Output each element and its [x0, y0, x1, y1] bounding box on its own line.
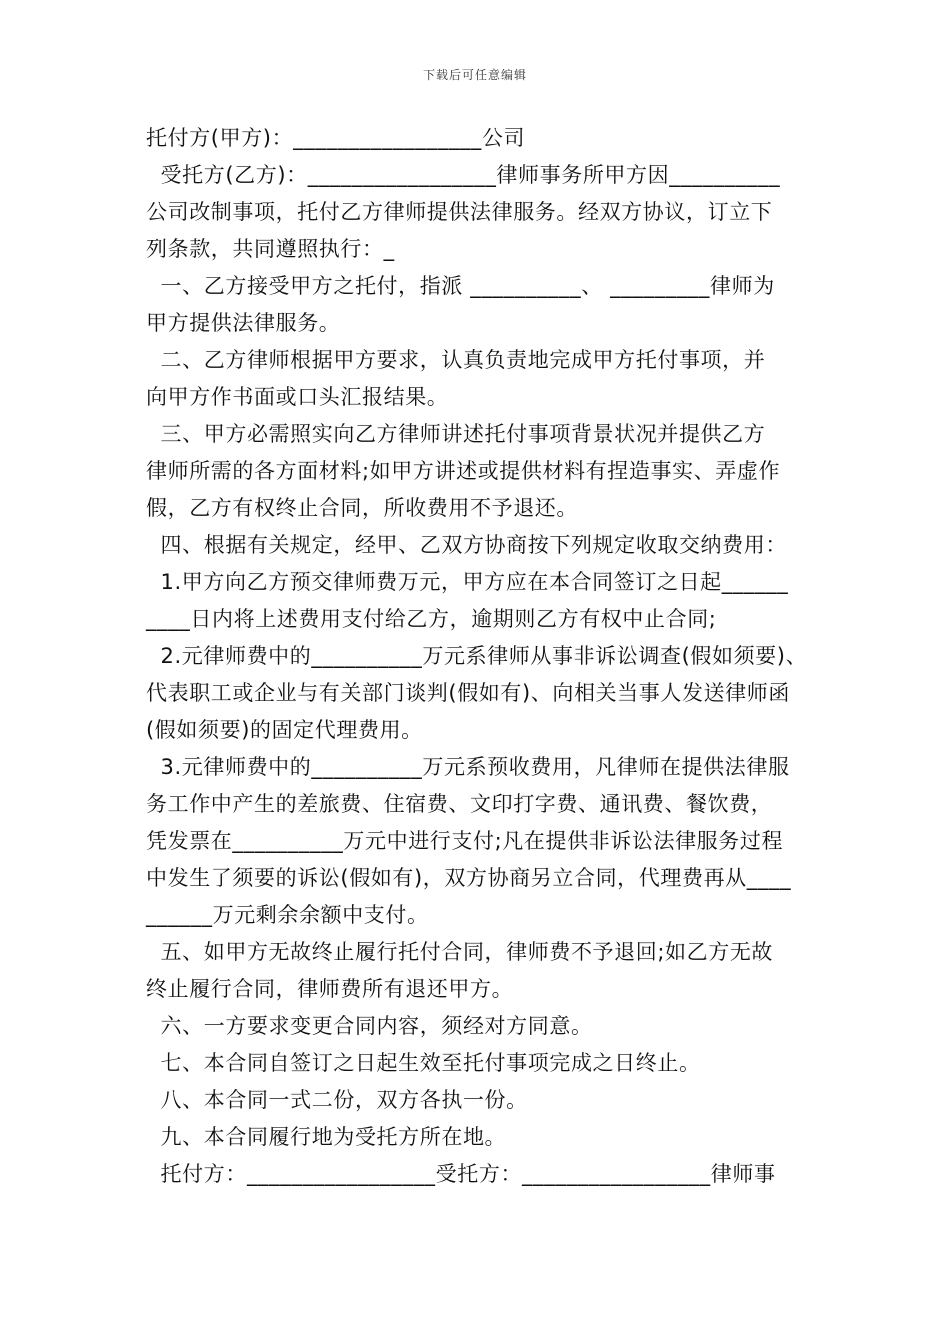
contract-line: 假，乙方有权终止合同，所收费用不予退还。 [146, 496, 578, 520]
contract-line: 凭发票在__________万元中进行支付;凡在提供非诉讼法律服务过程 [146, 829, 784, 853]
contract-line: 二、乙方律师根据甲方要求，认真负责地完成甲方托付事项，并 [146, 348, 766, 372]
page-header: 下载后可任意编辑 [422, 68, 527, 82]
contract-line: 中发生了须要的诉讼(假如有)，双方协商另立合同，代理费再从____ [146, 866, 792, 890]
contract-line: ____日内将上述费用支付给乙方，逾期则乙方有权中止合同; [146, 607, 717, 631]
contract-line: 公司改制事项，托付乙方律师提供法律服务。经双方协议，订立下 [146, 200, 773, 224]
contract-line: 2.元律师费中的__________万元系律师从事非诉讼调查(假如须要)、 [146, 644, 808, 668]
contract-body [146, 120, 810, 1193]
contract-line: 六、一方要求变更合同内容，须经对方同意。 [146, 1014, 593, 1038]
contract-line: 甲方提供法律服务。 [146, 311, 341, 335]
contract-line: 五、如甲方无故终止履行托付合同，律师费不予退回;如乙方无故 [146, 940, 774, 964]
contract-line: 1.甲方向乙方预交律师费万元，甲方应在本合同签订之日起______ [146, 570, 789, 594]
contract-line: ______万元剩余余额中支付。 [146, 903, 429, 927]
contract-line: 终止履行合同，律师费所有退还甲方。 [146, 977, 514, 1001]
contract-line: 受托方(乙方)：_________________律师事务所甲方因__________ [146, 163, 781, 187]
contract-line: 九、本合同履行地为受托方所在地。 [146, 1125, 507, 1149]
contract-line: 律师所需的各方面材料;如甲方讲述或提供材料有捏造事实、弄虚作 [146, 459, 781, 483]
contract-line: 务工作中产生的差旅费、住宿费、文印打字费、通讯费、餐饮费， [146, 792, 773, 816]
contract-line: 列条款，共同遵照执行：_ [146, 237, 395, 261]
contract-line: 八、本合同一式二份，双方各执一份。 [146, 1088, 528, 1112]
contract-line: 四、根据有关规定，经甲、乙双方协商按下列规定收取交纳费用： [146, 533, 787, 557]
contract-line: 七、本合同自签订之日起生效至托付事项完成之日终止。 [146, 1051, 701, 1075]
contract-line: 3.元律师费中的__________万元系预收费用，凡律师在提供法律服 [146, 755, 790, 779]
contract-line: 托付方：_________________受托方：_________________律师事 [146, 1162, 776, 1186]
contract-line: 代表职工或企业与有关部门谈判(假如有)、向相关当事人发送律师函 [146, 681, 790, 705]
contract-line: 一、乙方接受甲方之托付，指派 __________、 _________律师为 [146, 274, 775, 298]
contract-line: 托付方(甲方)：_________________公司 [146, 126, 526, 150]
contract-line: 向甲方作书面或口头汇报结果。 [146, 385, 449, 409]
contract-line: 三、甲方必需照实向乙方律师讲述托付事项背景状况并提供乙方 [146, 422, 766, 446]
contract-line: (假如须要)的固定代理费用。 [146, 718, 423, 742]
